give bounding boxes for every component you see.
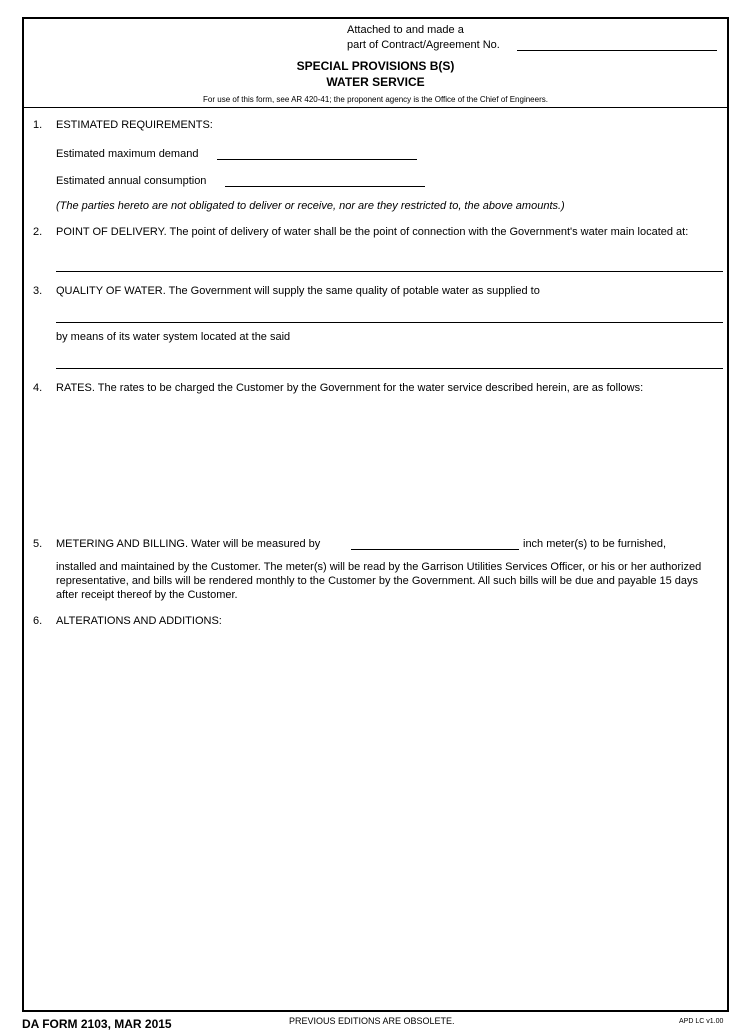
annual-consumption-field[interactable] <box>225 186 425 187</box>
section4-text: RATES. The rates to be charged the Customer by the Government for the water service described herein, are as follows: <box>56 382 644 394</box>
section3-text2: by means of its water system located at the said <box>56 331 291 343</box>
form-usage-note: For use of this form, see AR 420-41; the proponent agency is the Office of the Chief of Engineers. <box>203 95 548 104</box>
section3-text: QUALITY OF WATER. The Government will supply the same quality of potable water as supplied to <box>56 285 540 297</box>
rates-field[interactable] <box>56 401 723 531</box>
section6-number: 6. <box>33 615 43 627</box>
form-subtitle: WATER SERVICE <box>326 75 425 89</box>
section2-number: 2. <box>33 226 43 238</box>
version-label: APD LC v1.00 <box>679 1018 724 1025</box>
section6-heading: ALTERATIONS AND ADDITIONS: <box>56 615 222 627</box>
header-divider <box>24 107 727 108</box>
form-id: DA FORM 2103, MAR 2015 <box>22 1017 172 1031</box>
section5-body: installed and maintained by the Customer. The meter(s) will be read by the Garrison Utilities Services Officer, or his or her authorized representative, and bills will be rendered monthly to the Customer by the Government. All such bills will be due and payable 15 days after receipt thereof by the Customer. <box>56 561 702 601</box>
annual-consumption-label: Estimated annual consumption <box>56 175 207 187</box>
meter-size-field[interactable] <box>351 549 519 550</box>
section4-number: 4. <box>33 382 43 394</box>
section3-number: 3. <box>33 285 43 297</box>
section5-number: 5. <box>33 538 43 550</box>
section1-number: 1. <box>33 119 43 131</box>
attached-line1: Attached to and made a <box>347 24 464 36</box>
water-system-location-field[interactable] <box>56 368 723 369</box>
section1-note: (The parties hereto are not obligated to deliver or receive, nor are they restricted to, the above amounts.) <box>56 200 565 212</box>
contract-number-field[interactable] <box>517 50 717 51</box>
attached-line2: part of Contract/Agreement No. <box>347 39 500 51</box>
section5-text-a: METERING AND BILLING. Water will be measured by <box>56 538 321 550</box>
max-demand-field[interactable] <box>217 159 417 160</box>
delivery-location-field[interactable] <box>56 271 723 272</box>
section5-text-b: inch meter(s) to be furnished, <box>523 538 667 550</box>
supplied-to-field[interactable] <box>56 322 723 323</box>
alterations-field[interactable] <box>56 635 723 995</box>
max-demand-label: Estimated maximum demand <box>56 148 199 160</box>
section2-text: POINT OF DELIVERY. The point of delivery of water shall be the point of connection with the Government's water main located at: <box>56 226 689 238</box>
obsolete-notice: PREVIOUS EDITIONS ARE OBSOLETE. <box>289 1016 455 1026</box>
form-title: SPECIAL PROVISIONS B(S) <box>296 59 455 73</box>
form-frame <box>22 17 729 1012</box>
section1-heading: ESTIMATED REQUIREMENTS: <box>56 119 213 131</box>
